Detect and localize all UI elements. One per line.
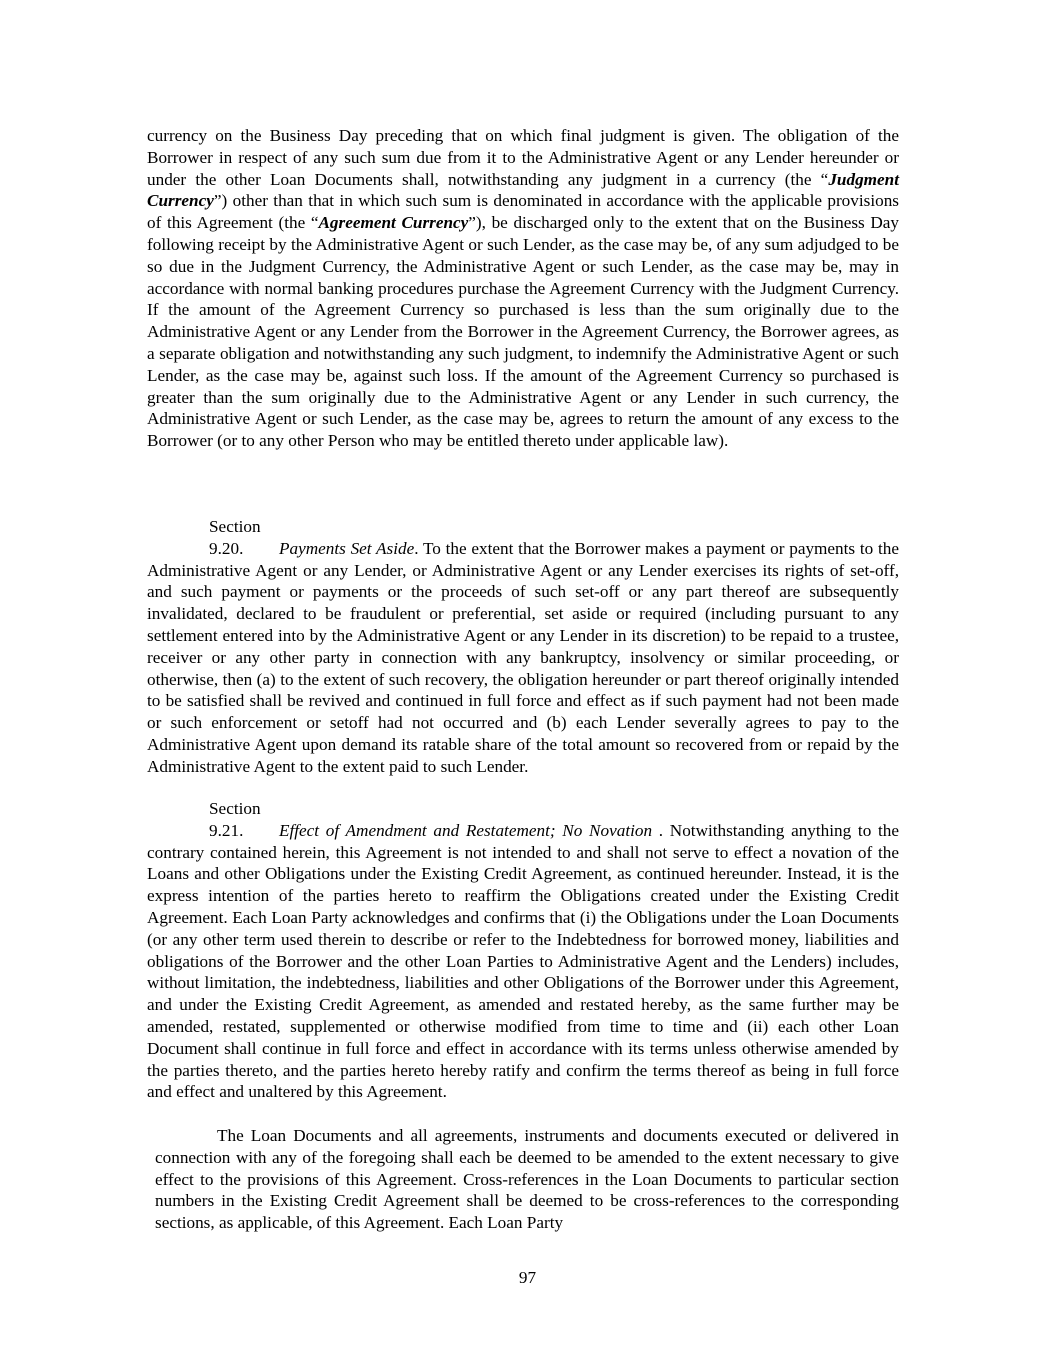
defined-term-agreement-currency: Agreement Currency [318, 213, 469, 233]
paragraph-text: ”) other than that in which such sum is denominated in accordance with the applicable provisions of this Agreement (the “ [147, 191, 899, 233]
section-number: Section 9.20. [209, 517, 261, 558]
paragraph-text: The Loan Documents and all agreements, instruments and documents executed or delivered in connection with any of the foregoing shall each be deemed to be amended to the extent necessary to give effect to the provisions of this Agreement. Cross-references in the Loan Documents to particular section numbers in the Existing Credit Agreement shall be deemed to be cross-references to the corresponding sections, as applicable, of this Agreement. Each Loan Party [155, 1126, 899, 1233]
paragraph-text: currency on the Business Day preceding that on which final judgment is given. The obligation of the Borrower in respect of any such sum due from it to the Administrative Agent or any Lender hereunder or under the other Loan Documents shall, notwithstanding any judgment in a currency (the “ [147, 126, 899, 189]
section-body: Notwithstanding anything to the contrary contained herein, this Agreement is not intended to and shall not serve to effect a novation of the Loans and other Obligations under the Existing Credit Agreement, as continued hereunder. Instead, it is the express intention of the parties hereto to reaffirm the Obligations created under the Existing Credit Agreement. Each Loan Party acknowledges and confirms that (i) the Obligations under the Loan Documents (or any other term used therein to describe or refer to the Indebtedness for borrowed money, liabilities and obligations of the Borrower and the other Loan Parties to Administrative Agent and the Lenders) includes, without limitation, the indebtedness, liabilities and other Obligations of the Borrower under this Agreement, and under the Existing Credit Agreement, as amended and restated hereby, as the same further may be amended, restated, supplemented or otherwise modified from time to time and (ii) each other Loan Document shall continue in full force and effect in accordance with its terms unless otherwise amended by the parties thereto, and the parties hereto hereby ratify and confirm the terms thereof as being in full force and effect and unaltered by this Agreement. [147, 820, 899, 1102]
paragraph-text: ”), be discharged only to the extent that on the Business Day following receipt by the Administrative Agent or such Lender, as the case may be, of any sum adjudged to be so due in the Judgment Currency, the Administrative Agent or such Lender, as the case may be, may in accordance with normal banking procedures purchase the Agreement Currency with the Judgment Currency. If the amount of the Agreement Currency so purchased is less than the sum originally due to the Administrative Agent or any Lender from the Borrower in the Agreement Currency, the Borrower agrees, as a separate obligation and notwithstanding any such judgment, to indemnify the Administrative Agent or such Lender, as the case may be, against such loss. If the amount of the Agreement Currency so purchased is greater than the sum originally due to the Administrative Agent or any Lender in such currency, the Administrative Agent or such Lender, as the case may be, agrees to return the amount of any excess to the Borrower (or to any other Person who may be entitled thereto under applicable law). [147, 213, 899, 451]
section-9-21 [147, 798, 899, 1103]
section-9-20 [147, 516, 899, 778]
section-title: Payments Set Aside [279, 538, 415, 558]
defined-term-judgment-currency: Judgment Currency [147, 169, 899, 211]
section-title: Effect of Amendment and Restatement; No Novation [279, 820, 653, 840]
section-title-punct: . [652, 820, 664, 840]
section-body: To the extent that the Borrower makes a payment or payments to the Administrative Agent or any Lender, or Administrative Agent or any Lender exercises its rights of set-off, and such payment or payments or the proceeds of such set-off or any part thereof are subsequently invalidated, declared to be fraudulent or preferential, set aside or required (including pursuant to any settlement entered into by the Administrative Agent or any Lender in its discretion) to be repaid to a trustee, receiver or any other party in connection with any bankruptcy, insolvency or similar proceeding, or otherwise, then (a) to the extent of such recovery, the obligation hereunder or part thereof originally intended to be satisfied shall be revived and continued in full force and effect as if such payment had not been made or such enforcement or setoff had not occurred and (b) each Lender severally agrees to pay to the Administrative Agent upon demand its ratable share of the total amount so recovered from or repaid by the Administrative Agent to the extent paid to such Lender. [147, 538, 899, 776]
section-number: Section 9.21. [209, 799, 261, 840]
paragraph-loan-documents [155, 1125, 899, 1234]
page-number: 97 [518, 1268, 537, 1287]
section-title-punct: . [414, 538, 419, 558]
paragraph-judgment-currency [147, 125, 899, 452]
